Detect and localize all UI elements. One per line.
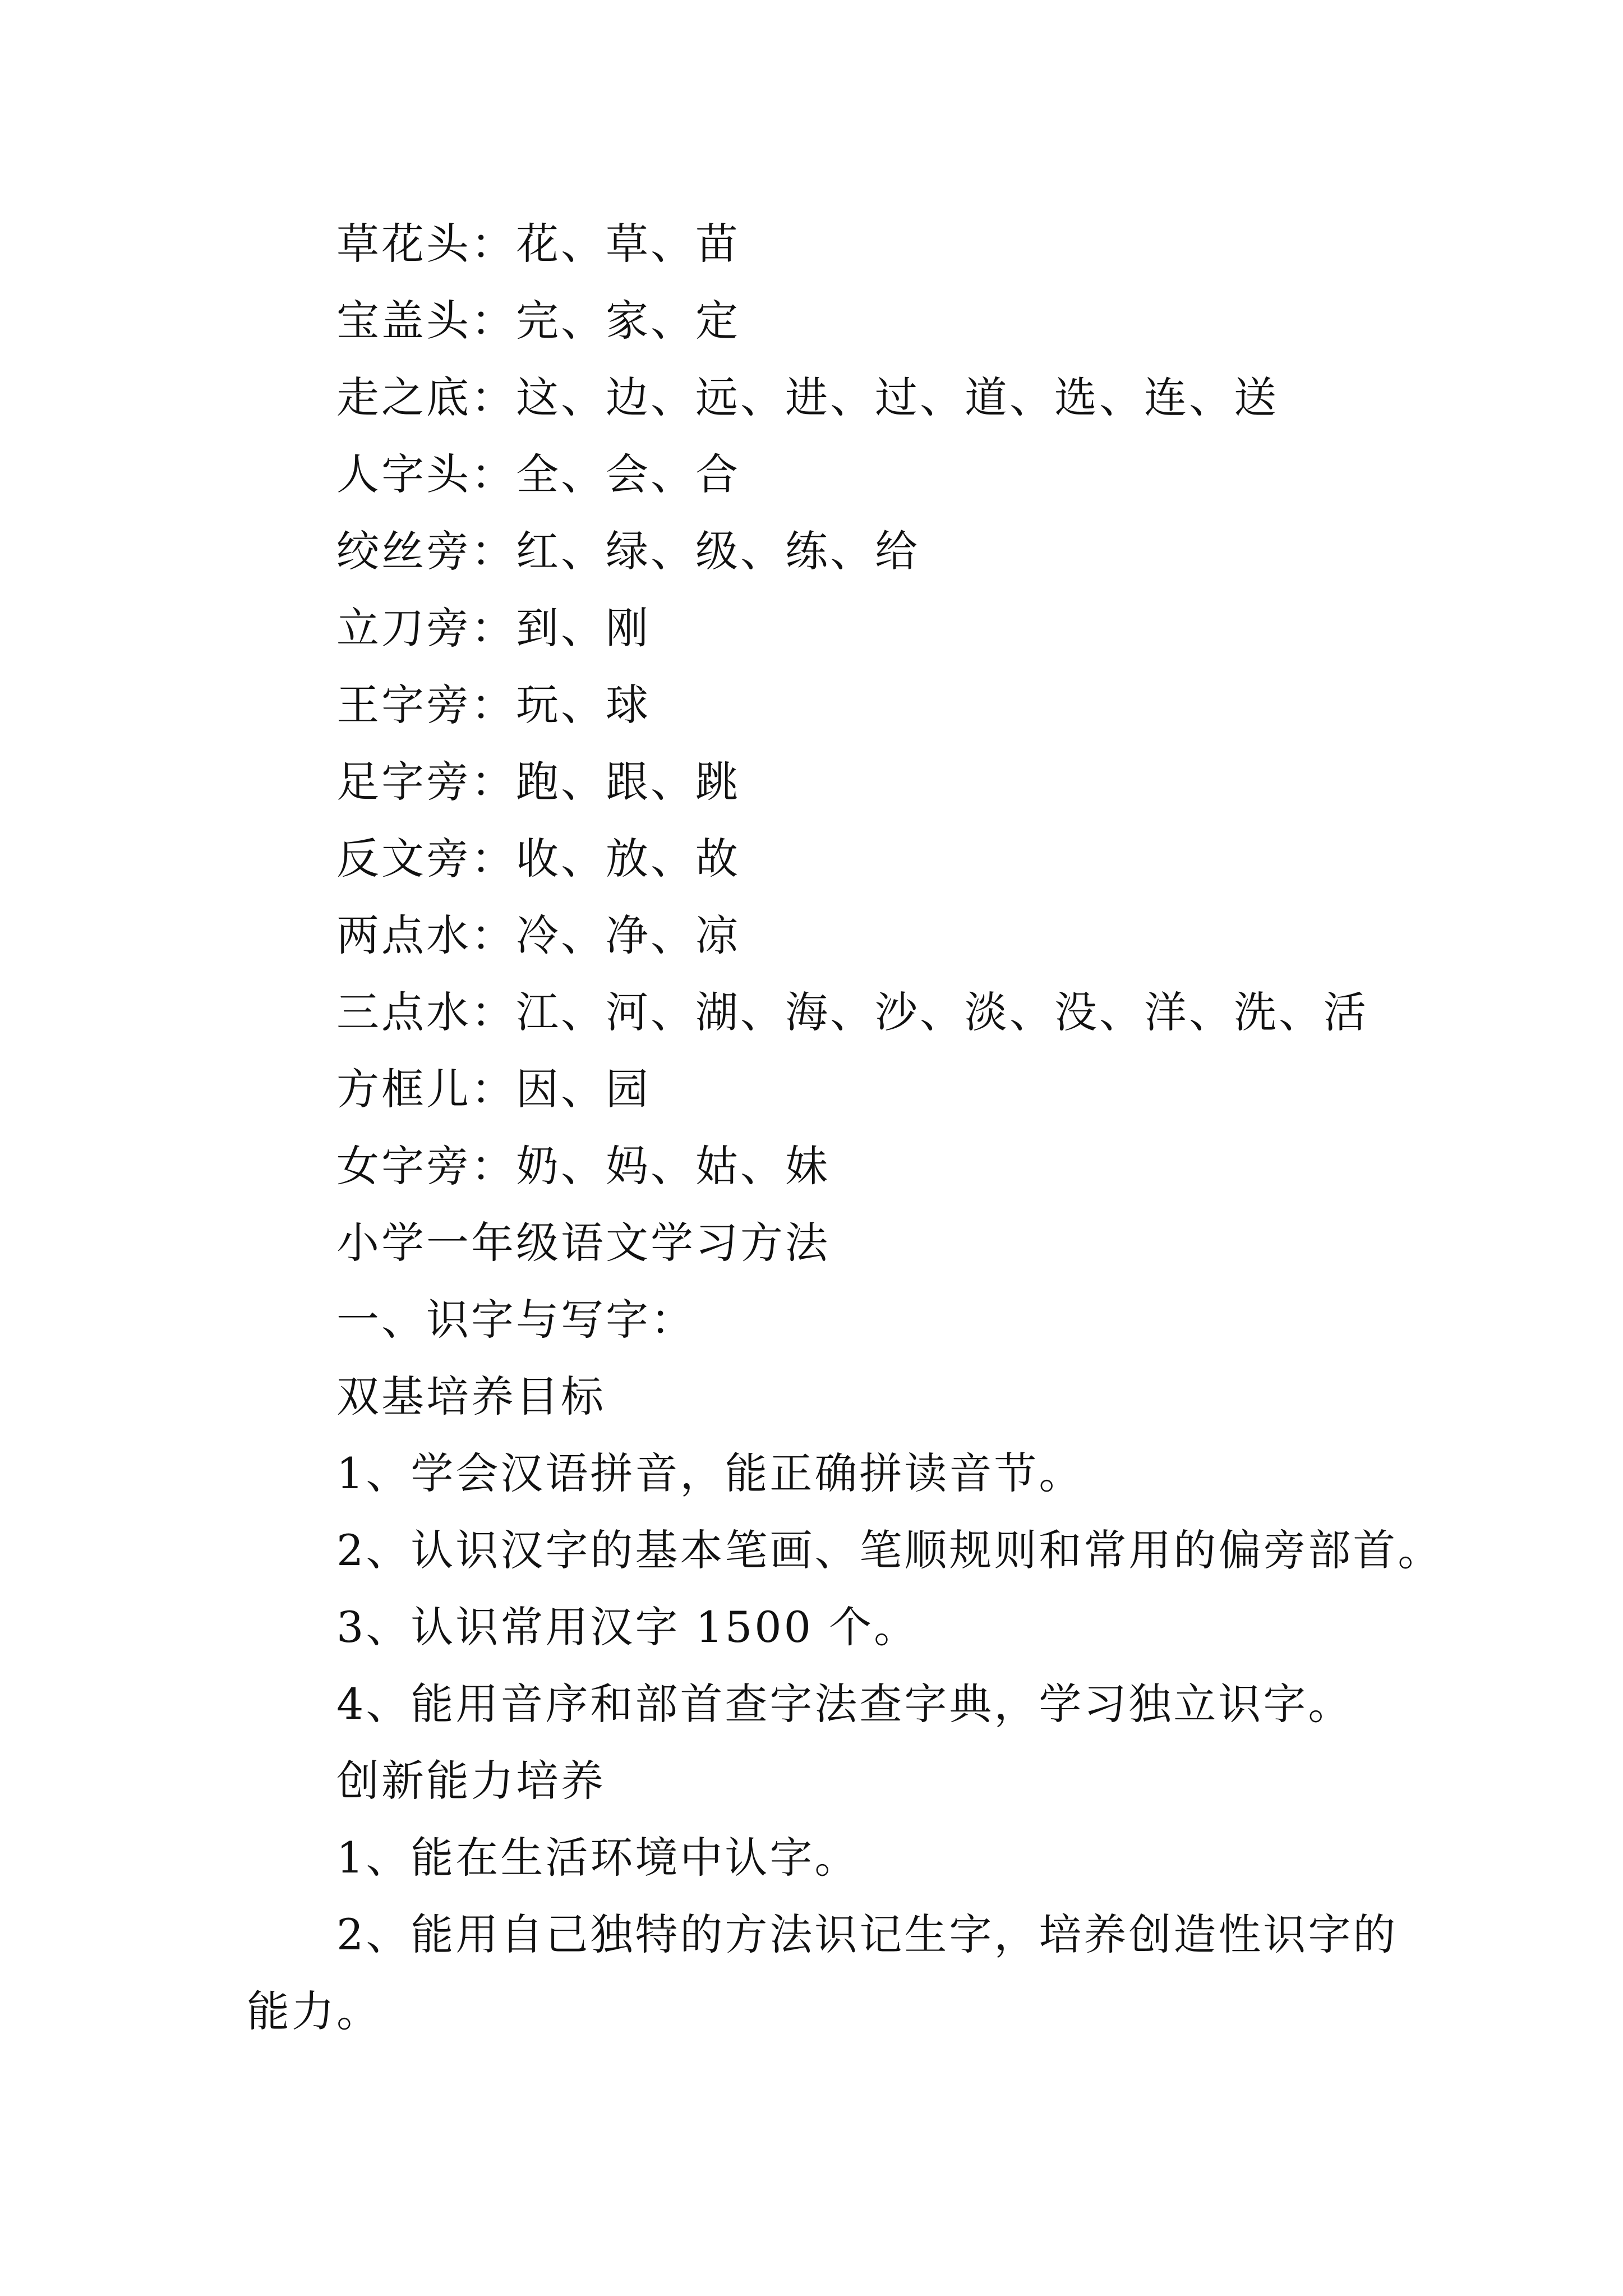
radical-line: 绞丝旁：红、绿、级、练、给 [336, 526, 920, 576]
goal-item: 3、认识常用汉字 1500 个。 [336, 1602, 919, 1652]
radical-line: 两点水：冷、净、凉 [336, 910, 740, 960]
radical-line: 立刀旁：到、刚 [336, 603, 651, 653]
goal-item: 2、认识汉字的基本笔画、笔顺规则和常用的偏旁部首。 [336, 1525, 1443, 1575]
goal-item: 1、能在生活环境中认字。 [336, 1833, 860, 1883]
section-heading: 一、识字与写字： [336, 1295, 695, 1345]
radical-line: 走之底：这、边、远、进、过、道、选、连、送 [336, 372, 1279, 422]
method-title: 小学一年级语文学习方法 [336, 1218, 830, 1268]
goal-item: 4、能用音序和部首查字法查字典，学习独立识字。 [336, 1679, 1353, 1729]
radical-line: 王字旁：玩、球 [336, 680, 651, 730]
radical-line: 草花头：花、草、苗 [336, 219, 740, 269]
goal-item: 2、能用自己独特的方法识记生字，培养创造性识字的 [336, 1910, 1398, 1959]
radical-line: 方框儿：因、园 [336, 1064, 651, 1114]
radical-line: 三点水：江、河、湖、海、沙、淡、没、洋、洗、活 [336, 987, 1368, 1037]
radical-line: 女字旁：奶、妈、姑、妹 [336, 1141, 830, 1191]
radical-line: 反文旁：收、放、故 [336, 834, 740, 884]
goal-item-continuation: 能力。 [247, 1986, 381, 2036]
goal-item: 1、学会汉语拼音，能正确拼读音节。 [336, 1448, 1084, 1498]
radical-line: 人字头：全、会、合 [336, 449, 740, 499]
subsection-heading: 创新能力培养 [336, 1756, 606, 1806]
radical-line: 足字旁：跑、跟、跳 [336, 757, 740, 807]
subsection-heading: 双基培养目标 [336, 1372, 606, 1421]
radical-line: 宝盖头：完、家、定 [336, 296, 740, 346]
